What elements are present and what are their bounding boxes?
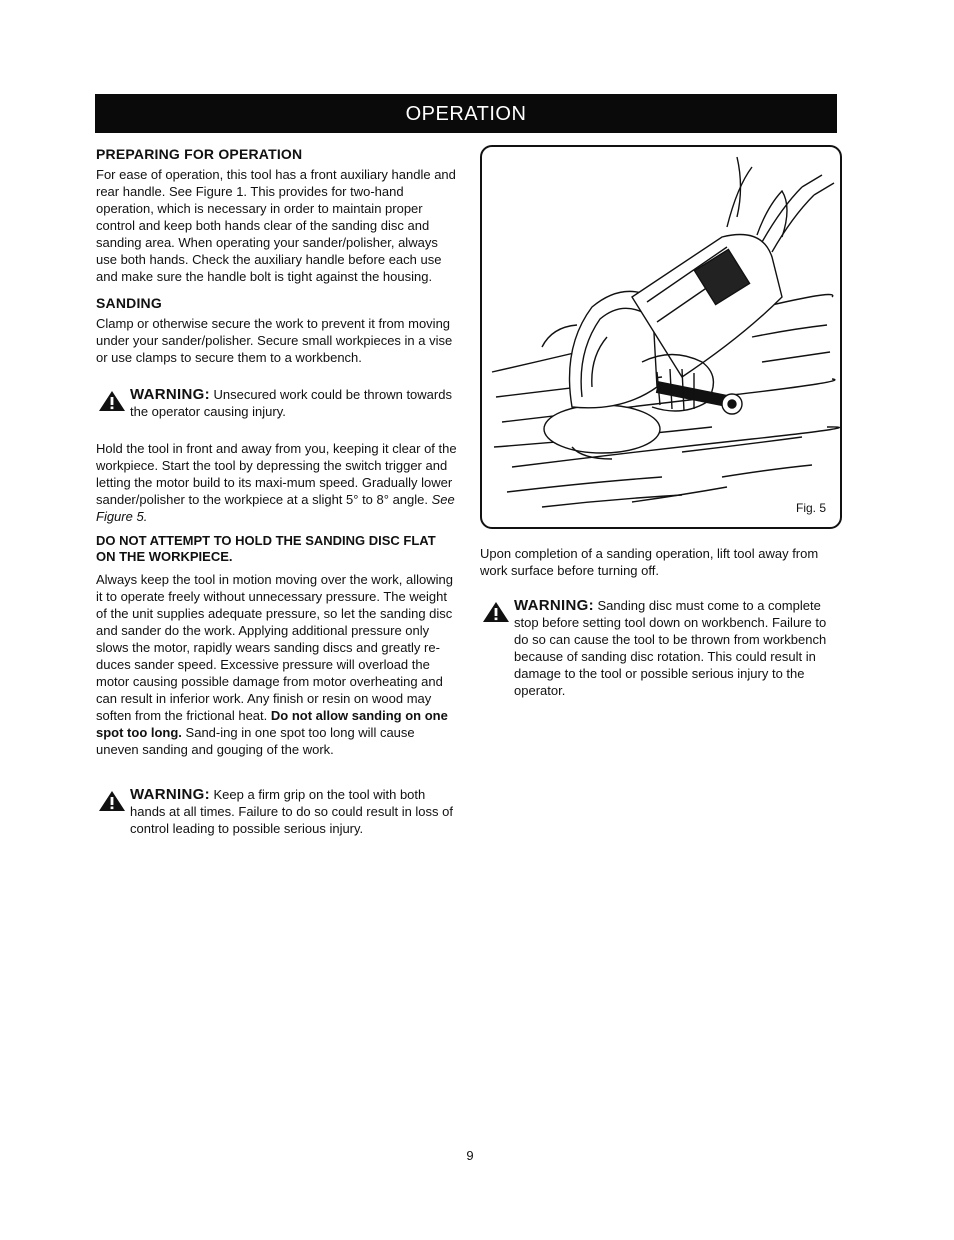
sander-illustration xyxy=(482,147,840,527)
warning-triangle-icon xyxy=(98,790,126,812)
warning-triangle-icon xyxy=(98,390,126,412)
figure-5 xyxy=(480,145,842,529)
section-banner xyxy=(95,94,837,133)
preparing-paragraph: For ease of operation, this tool has a front auxiliary handle and rear handle. See Figure 1. This provides for two-hand operation, which is necessary in order to maintain proper control and keep both hands clear of the sanding disc and sanding area. When operating your sander/polisher, always use both hands. Check the auxiliary handle before each use and make sure the handle bolt is tight against the housing. xyxy=(96,167,456,284)
section-title: OPERATION xyxy=(405,103,527,125)
page-number: 9 xyxy=(466,1148,474,1163)
motion-paragraph xyxy=(96,571,458,758)
warning-firm-grip xyxy=(96,786,458,837)
warning-text: Sanding disc must come to a complete stop before setting tool down on workbench. Failure to do so can cause the tool to be thrown from workbench because of sanding disc rotation. This could result in damage to the tool or possible serious injury to the operator. xyxy=(514,598,827,698)
warning-label: WARNING: xyxy=(514,597,594,614)
figure-caption: Fig. 5 xyxy=(795,501,826,515)
disc-flat-caution: DO NOT ATTEMPT TO HOLD THE SANDING DISC FLAT ON THE WORKPIECE. xyxy=(96,533,436,564)
motion-text: Always keep the tool in motion moving over the work, allowing it to operate freely without unnecessary pressure. The weight of the unit supplies adequate pressure, so let the sanding disc and sander do the work. Applying additional pressure only slows the motor, rapidly wears sanding discs and greatly re-duces sander speed. Excessive pressure will overload the motor causing possible damage from motor overheating and can result in inferior work. Any finish or resin on wood may soften from the frictional heat. xyxy=(96,572,453,723)
warning-unsecured-work xyxy=(96,386,458,420)
hold-paragraph xyxy=(96,440,458,525)
figure-reference: See Figure 5. xyxy=(96,492,455,524)
preparing-heading: PREPARING FOR OPERATION xyxy=(96,146,303,162)
sanding-heading: SANDING xyxy=(96,295,162,311)
warning-text: Keep a firm grip on the tool with both hands at all times. Failure to do so could result in loss of control leading to possible serious injury. xyxy=(130,787,453,836)
hold-text: Hold the tool in front and away from you, keeping it clear of the workpiece. Start the tool by depressing the switch trigger and letting the motor build to its maxi-mum speed. Gradually lower sander/polisher to the workpiece at a slight 5° to 8° angle. xyxy=(96,441,457,507)
completion-paragraph: Upon completion of a sanding operation, lift tool away from work surface before turning off. xyxy=(480,546,819,578)
right-column xyxy=(480,145,842,699)
warning-text: Unsecured work could be thrown towards the operator causing injury. xyxy=(130,387,452,419)
left-column xyxy=(96,146,458,837)
sanding-paragraph: Clamp or otherwise secure the work to prevent it from moving under your sander/polisher. Secure small workpieces in a vise or use clamps to secure them to a workbench. xyxy=(96,316,453,365)
warning-label: WARNING: xyxy=(130,786,210,803)
warning-label: WARNING: xyxy=(130,386,210,403)
motion-tail-text: Sand-ing in one spot too long will cause uneven sanding and gouging of the work. xyxy=(96,725,415,757)
warning-disc-stop xyxy=(480,597,842,699)
warning-triangle-icon xyxy=(482,601,510,623)
motion-bold-text: Do not allow sanding on one spot too long. xyxy=(96,708,448,740)
